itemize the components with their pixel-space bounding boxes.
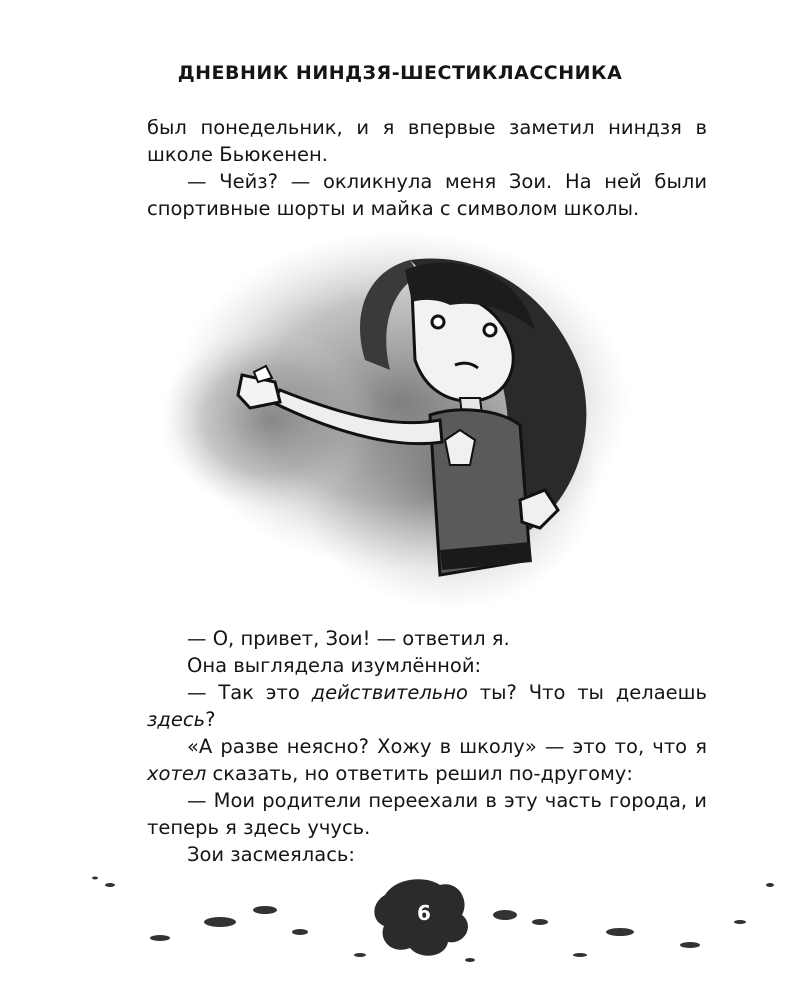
paragraph-text: — Так это	[187, 681, 312, 704]
paragraph: был понедельник, и я впервые заметил ниндзя в школе Бьюкенен.	[147, 116, 707, 166]
text-block-bottom	[147, 625, 707, 868]
paragraph: — О, привет, Зои! — ответил я.	[187, 627, 510, 650]
text-block-top	[147, 114, 707, 222]
paragraph: — Мои родители переехали в эту часть города, и теперь я здесь учусь.	[147, 789, 707, 839]
girl-illustration	[150, 230, 650, 610]
paragraph-text: ты? Что ты делаешь	[467, 681, 707, 704]
paragraph	[147, 679, 707, 733]
emphasis-text: здесь	[147, 708, 206, 731]
running-title: ДНЕВНИК НИНДЗЯ-ШЕСТИКЛАССНИКА	[177, 62, 623, 84]
ink-splash-decoration	[0, 860, 800, 1000]
emphasis-text: хотел	[147, 762, 207, 785]
page-number: 6	[417, 901, 431, 925]
paragraph: — Чейз? — окликнула меня Зои. На ней были спортивные шорты и майка с символом школы.	[147, 170, 707, 220]
paragraph-text: сказать, но ответить решил по-другому:	[206, 762, 633, 785]
paragraph: Зои засмеялась:	[187, 843, 355, 866]
paragraph-text: ?	[205, 708, 216, 731]
emphasis-text: действительно	[311, 681, 468, 704]
paragraph	[147, 733, 707, 787]
paragraph-text: «А разве неясно? Хожу в школу» — это то, что я	[187, 735, 707, 758]
paragraph: Она выглядела изумлённой:	[187, 654, 482, 677]
